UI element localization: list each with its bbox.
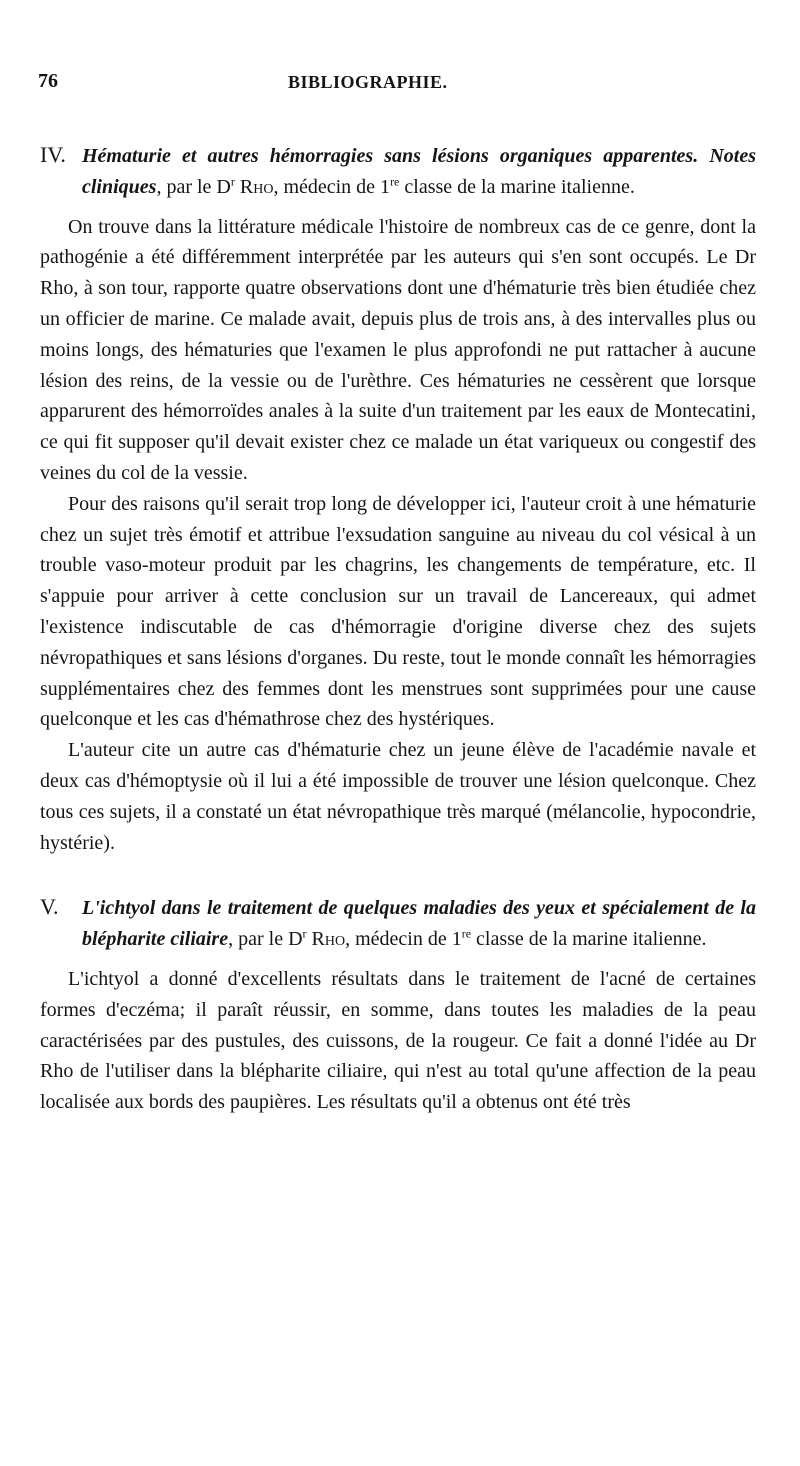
section-heading-v [40,892,756,955]
page-body [40,140,756,1118]
byline-text: , médecin de 1 [345,928,462,951]
byline-text: , médecin de 1 [273,175,391,198]
byline-text: classe de la marine italienne. [399,175,635,198]
byline-text: , par le D [228,928,303,951]
paragraph: Pour des raisons qu'il serait trop long de développer ici, l'auteur croit à une hématurie chez un sujet très émotif et attribue l'exsudation sanguine au niveau du col vésical à un trouble vaso-moteur produit par les chagrins, les changements de température, etc. Il s'appuie pour arriver à cette conclusion sur un travail de Lancereaux, qui admet l'existence indiscutable de cas d'hémorragie d'origine diverse chez des sujets névropathiques et sans lésions d'organes. Du reste, tout le monde connaît les hémorragies supplémentaires chez des femmes dont les menstrues sont supprimées pour une cause quelconque et les cas d'hémathrose chez des hystériques. [40,492,756,731]
running-head: BIBLIOGRAPHIE. [288,72,448,92]
byline-sup: re [461,926,472,941]
paragraph: L'ichtyol a donné d'excellents résultats dans le traitement de l'acné de certaines formes d'eczéma; il paraît réussir, en somme, dans toutes les maladies de la peau caractérisées par des pustules, des cuissons, de la rougeur. Ce fait a donné l'idée au Dr Rho de l'utiliser dans la blépharite ciliaire, qui n'est au total qu'une affection de la peau localisée aux bords des paupières. Les résultats qu'il a obtenus ont été très [40,967,756,1114]
author-name: Rho [239,175,274,198]
page-header [38,70,758,100]
byline-sup: r [230,174,235,189]
byline-sup: re [390,174,400,189]
page-number: 76 [38,70,58,92]
paragraph: L'auteur cite un autre cas d'hématurie chez un jeune élève de l'académie navale et deux cas d'hémoptysie où il lui a été impossible de trouver une lésion quelconque. Chez tous ces sujets, il a constaté un état névropathique très marqué (mélancolie, hypocondrie, hystérie). [40,739,756,854]
section-number: V. [40,894,59,920]
byline-text: classe de la marine italienne. [471,928,707,951]
byline-sup: r [302,926,307,941]
author-name: Rho [311,928,346,951]
section-title: Hématurie et autres hémorragies sans lésions organiques apparentes. Notes cliniques [82,145,756,198]
byline-text: , par le D [156,175,231,198]
section-heading-iv [40,140,756,203]
section-title: L'ichtyol dans le traitement de quelques maladies des yeux et spécialement de la blépharite ciliaire [82,897,756,951]
section-number: IV. [40,142,66,167]
paragraph: On trouve dans la littérature médicale l'histoire de nombreux cas de ce genre, dont la pathogénie a été différemment interprétée par les auteurs qui s'en sont occupés. Le Dr Rho, à son tour, rapporte quatre observations dont une d'hématurie très bien étudiée chez un officier de marine. Ce malade avait, depuis plus de trois ans, à des intervalles plus ou moins longs, des hématuries que l'examen le plus approfondi ne put rattacher à aucune lésion des reins, de la vessie ou de l'urèthre. Ces hématuries ne cessèrent que lorsque apparurent des hémorroïdes anales à la suite d'un traitement par les eaux de Montecatini, ce qui fit supposer qu'il devait exister chez ce malade un état variqueux ou congestif des veines du col de la vessie. [40,215,756,484]
